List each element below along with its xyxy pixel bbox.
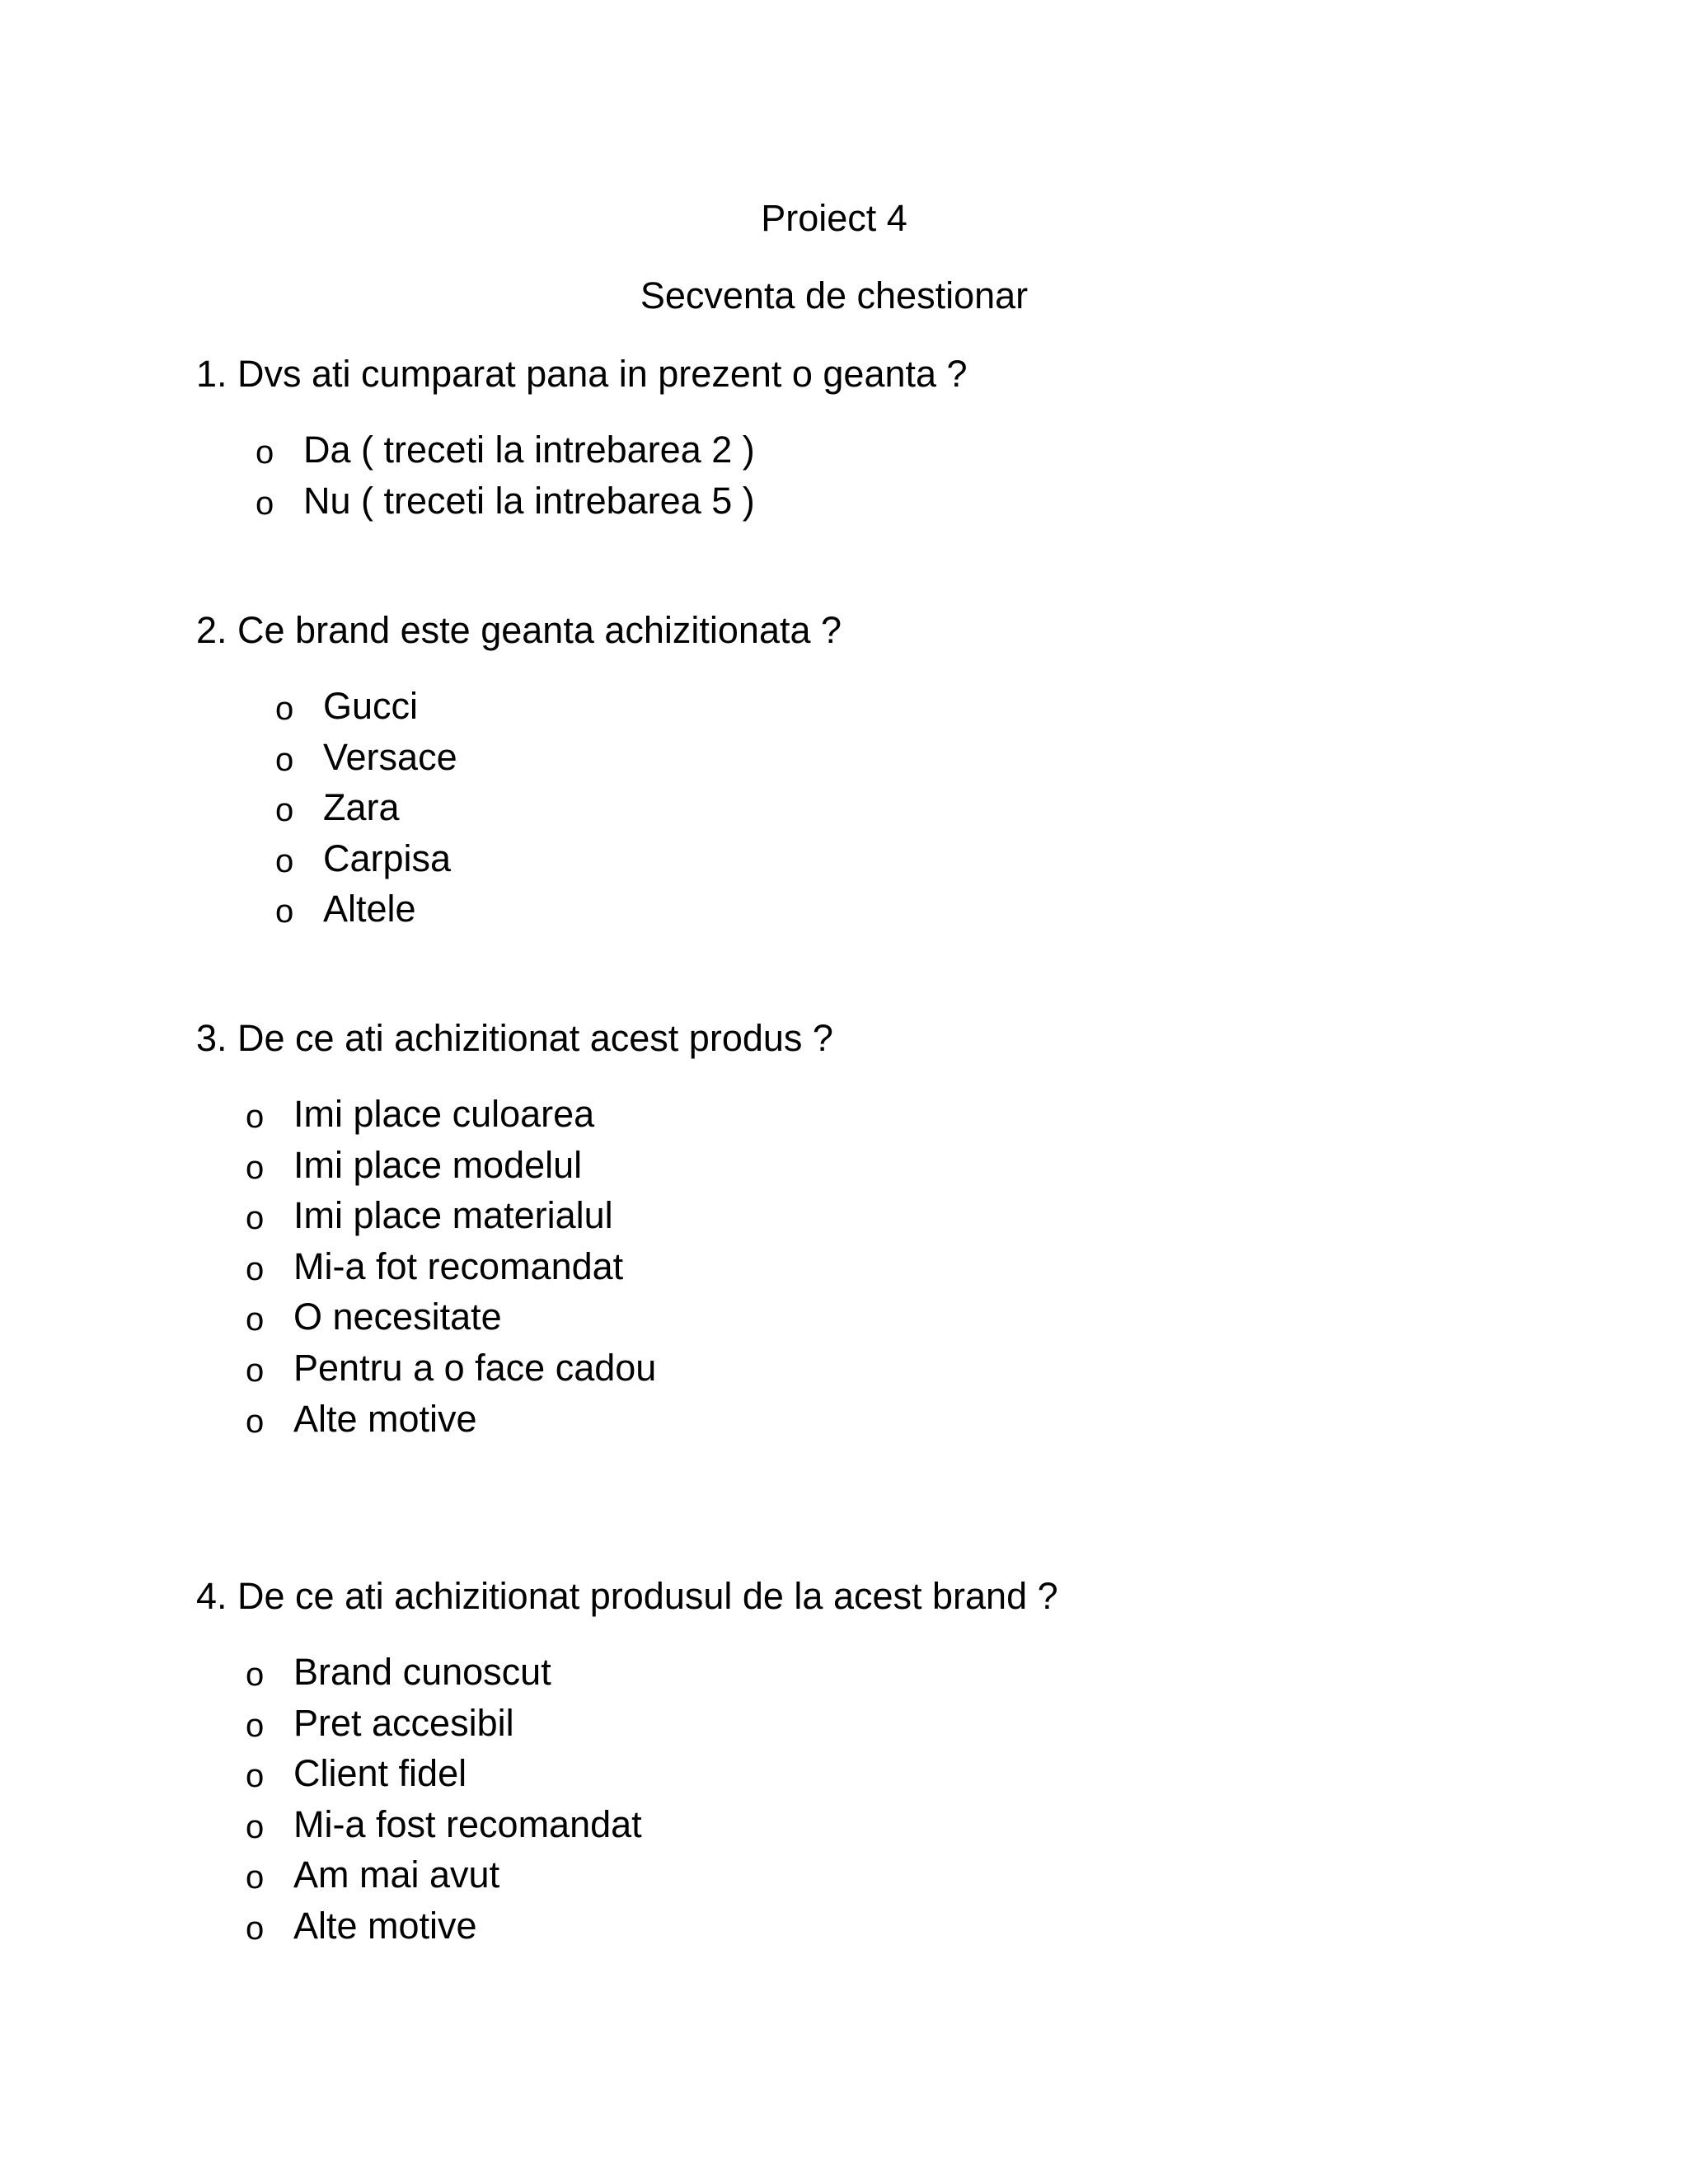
answer-option-label: Alte motive: [293, 1904, 477, 1947]
hollow-circle-bullet-icon: o: [246, 1910, 265, 1947]
question-4-options: [246, 1650, 642, 1955]
answer-option: [246, 1092, 656, 1143]
answer-option-label: Nu ( treceti la intrebarea 5 ): [303, 479, 755, 522]
answer-option-label: Da ( treceti la intrebarea 2 ): [303, 429, 755, 471]
question-2-options: [275, 684, 457, 938]
answer-option: [246, 1244, 656, 1296]
question-3-options: [246, 1092, 656, 1447]
answer-option: [246, 1802, 642, 1854]
answer-option-label: O necesitate: [293, 1296, 502, 1338]
hollow-circle-bullet-icon: o: [275, 741, 294, 778]
answer-option-label: Imi place modelul: [293, 1143, 583, 1186]
answer-option: [275, 887, 457, 938]
answer-option: [246, 1295, 656, 1346]
hollow-circle-bullet-icon: o: [246, 1200, 265, 1237]
answer-option: [256, 479, 755, 530]
hollow-circle-bullet-icon: o: [246, 1403, 265, 1440]
answer-option-label: Gucci: [323, 685, 419, 727]
hollow-circle-bullet-icon: o: [246, 1250, 265, 1287]
answer-option-label: Altele: [323, 888, 416, 930]
answer-option-label: Carpisa: [323, 837, 452, 879]
answer-option: [246, 1751, 642, 1802]
answer-option-label: Brand cunoscut: [293, 1651, 551, 1693]
answer-option: [275, 735, 457, 786]
hollow-circle-bullet-icon: o: [246, 1099, 265, 1135]
answer-option: [246, 1143, 656, 1194]
answer-option: [246, 1650, 642, 1701]
question-1-options: [256, 428, 755, 529]
answer-option-label: Mi-a fot recomandat: [293, 1244, 624, 1287]
document-title: Proiect 4: [761, 197, 907, 239]
answer-option-label: Am mai avut: [293, 1854, 500, 1896]
question-2: 2. Ce brand este geanta achizitionata ?: [196, 609, 842, 651]
hollow-circle-bullet-icon: o: [246, 1758, 265, 1795]
hollow-circle-bullet-icon: o: [275, 792, 294, 829]
hollow-circle-bullet-icon: o: [246, 1707, 265, 1744]
question-4: 4. De ce ati achizitionat produsul de la acest brand ?: [196, 1575, 1058, 1617]
hollow-circle-bullet-icon: o: [246, 1352, 265, 1389]
answer-option-label: Versace: [323, 735, 457, 778]
answer-option-label: Pret accesibil: [293, 1701, 514, 1744]
answer-option: [275, 837, 457, 888]
hollow-circle-bullet-icon: o: [275, 893, 294, 930]
answer-option-label: Imi place materialul: [293, 1194, 613, 1237]
hollow-circle-bullet-icon: o: [275, 842, 294, 879]
hollow-circle-bullet-icon: o: [246, 1808, 265, 1845]
hollow-circle-bullet-icon: o: [246, 1301, 265, 1338]
answer-option-label: Zara: [323, 786, 400, 829]
hollow-circle-bullet-icon: o: [246, 1859, 265, 1896]
hollow-circle-bullet-icon: o: [256, 434, 274, 471]
question-3: 3. De ce ati achizitionat acest produs ?: [196, 1017, 833, 1059]
answer-option: [275, 785, 457, 837]
hollow-circle-bullet-icon: o: [256, 485, 274, 522]
hollow-circle-bullet-icon: o: [275, 691, 294, 727]
answer-option: [246, 1853, 642, 1904]
answer-option: [246, 1701, 642, 1752]
hollow-circle-bullet-icon: o: [246, 1657, 265, 1693]
hollow-circle-bullet-icon: o: [246, 1149, 265, 1186]
document-subtitle: Secventa de chestionar: [640, 274, 1029, 316]
answer-option: [246, 1904, 642, 1955]
answer-option: [275, 684, 457, 735]
answer-option-label: Mi-a fost recomandat: [293, 1802, 642, 1845]
answer-option: [246, 1346, 656, 1397]
answer-option-label: Imi place culoarea: [293, 1093, 595, 1135]
answer-option: [246, 1193, 656, 1244]
answer-option: [246, 1397, 656, 1448]
question-1: 1. Dvs ati cumparat pana in prezent o geanta ?: [196, 353, 968, 395]
answer-option-label: Client fidel: [293, 1752, 467, 1795]
answer-option: [256, 428, 755, 479]
answer-option-label: Alte motive: [293, 1397, 477, 1440]
answer-option-label: Pentru a o face cadou: [293, 1346, 657, 1389]
